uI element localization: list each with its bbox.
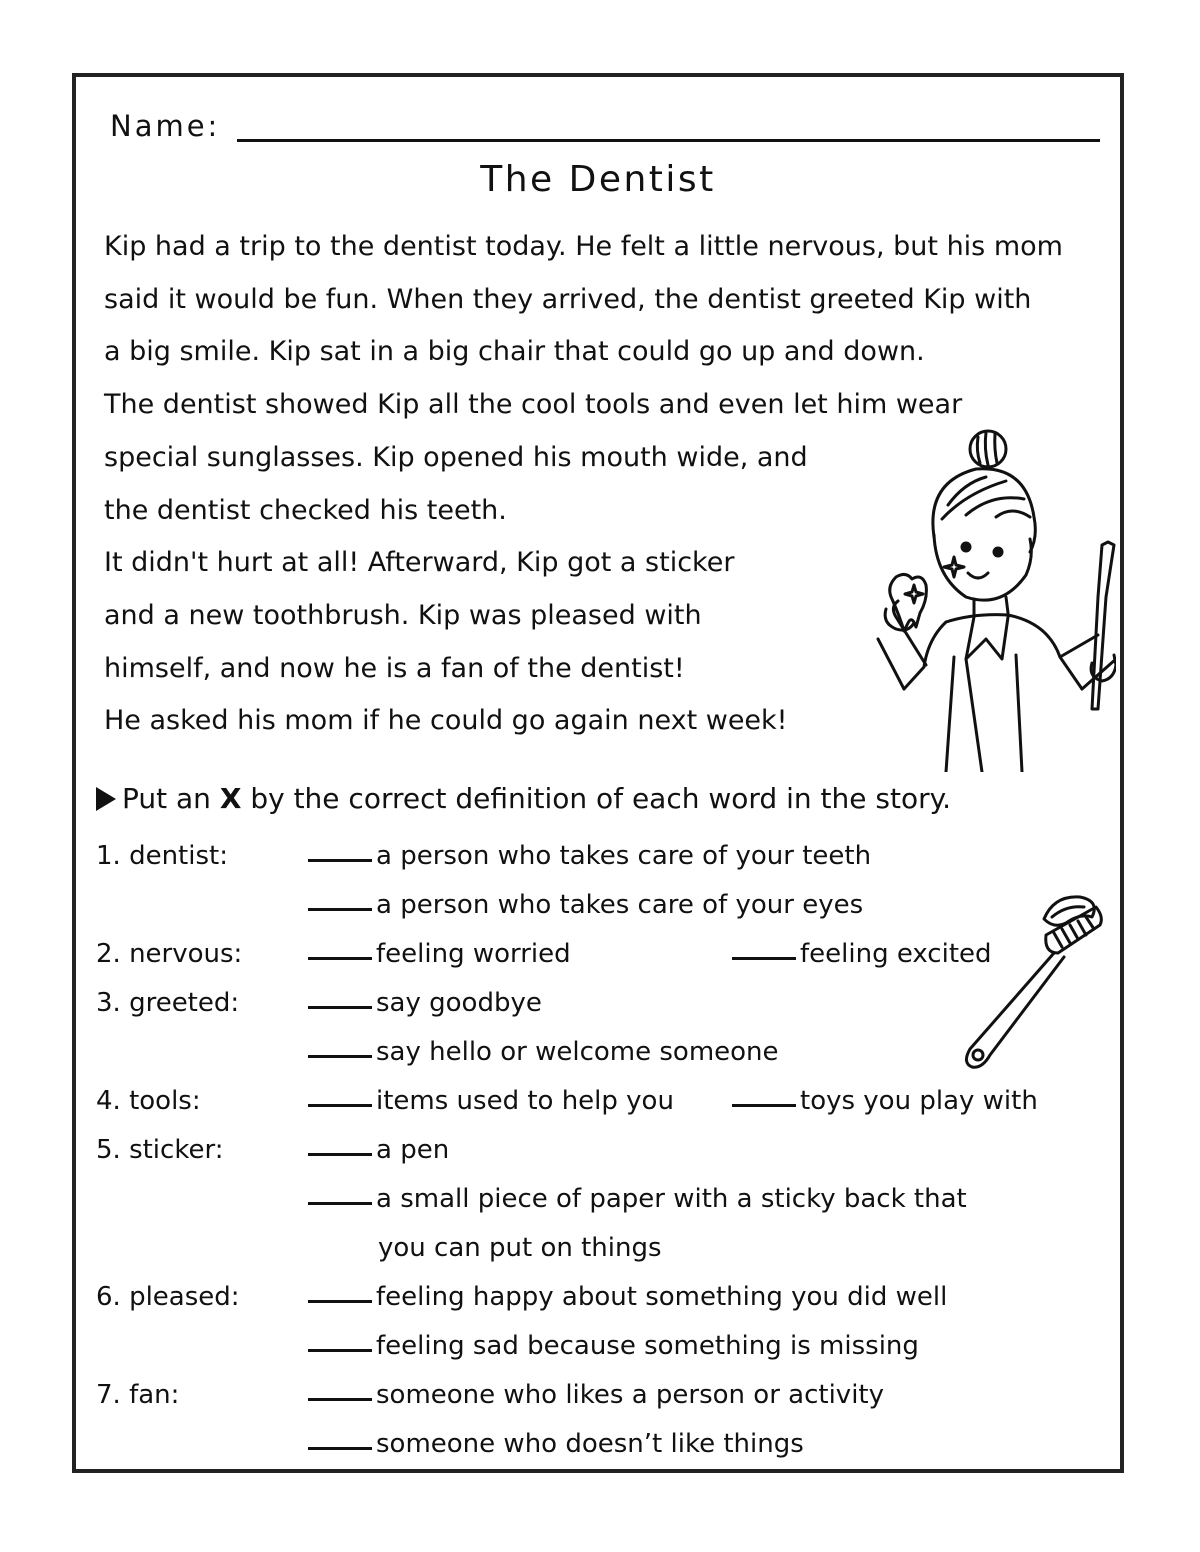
question-row bbox=[96, 1031, 1096, 1080]
sparkle-icon bbox=[944, 557, 964, 577]
name-field-line[interactable] bbox=[237, 139, 1100, 142]
option-text: say hello or welcome someone bbox=[376, 1037, 779, 1067]
worksheet bbox=[72, 73, 1124, 1473]
question-row bbox=[96, 884, 1096, 933]
question-row bbox=[96, 1129, 1096, 1178]
question-row bbox=[96, 982, 1096, 1031]
option-text: feeling happy about something you did well bbox=[376, 1282, 948, 1312]
question-label: 3. greeted: bbox=[96, 988, 240, 1018]
answer-option[interactable] bbox=[308, 1282, 947, 1312]
story-line: said it would be fun. When they arrived, the dentist greeted Kip with bbox=[104, 283, 1032, 315]
answer-blank[interactable] bbox=[308, 1104, 372, 1107]
option-text: a person who takes care of your eyes bbox=[376, 890, 864, 920]
answer-option[interactable] bbox=[732, 939, 992, 969]
question-row bbox=[96, 1178, 1096, 1227]
question-row bbox=[96, 933, 1096, 982]
answer-blank[interactable] bbox=[308, 1006, 372, 1009]
right-arm-outline bbox=[1060, 635, 1116, 689]
smile-icon bbox=[968, 573, 988, 578]
option-text: items used to help you bbox=[376, 1086, 674, 1116]
sparkle-icon bbox=[905, 585, 923, 603]
option-text: say goodbye bbox=[376, 988, 542, 1018]
answer-blank[interactable] bbox=[308, 908, 372, 911]
answer-blank[interactable] bbox=[308, 1055, 372, 1058]
answer-blank[interactable] bbox=[308, 1349, 372, 1352]
name-row bbox=[110, 107, 1100, 147]
hair-bun-lines bbox=[977, 432, 997, 465]
answer-option[interactable] bbox=[308, 1135, 449, 1165]
answer-blank[interactable] bbox=[308, 1202, 372, 1205]
tooth-icon bbox=[890, 574, 927, 631]
coat-outline bbox=[904, 615, 1082, 689]
triangle-bullet-icon bbox=[96, 787, 116, 811]
question-row bbox=[96, 1325, 1096, 1374]
story-line: It didn't hurt at all! Afterward, Kip got a sticker bbox=[104, 547, 735, 579]
story-line: himself, and now he is a fan of the dentist! bbox=[104, 652, 685, 684]
option-text: feeling excited bbox=[800, 939, 992, 969]
question-label: 4. tools: bbox=[96, 1086, 201, 1116]
question-label: 6. pleased: bbox=[96, 1282, 240, 1312]
question-row bbox=[96, 835, 1096, 884]
question-row bbox=[96, 1080, 1096, 1129]
story-line: He asked his mom if he could go again next week! bbox=[104, 705, 788, 737]
story-line: Kip had a trip to the dentist today. He felt a little nervous, but his mom bbox=[104, 231, 1063, 262]
question-label: 7. fan: bbox=[96, 1380, 180, 1410]
answer-option[interactable] bbox=[308, 988, 542, 1018]
question-label: 2. nervous: bbox=[96, 939, 243, 969]
answer-option[interactable] bbox=[308, 1184, 967, 1214]
answer-blank[interactable] bbox=[308, 1300, 372, 1303]
answer-blank[interactable] bbox=[308, 1153, 372, 1156]
coat-front bbox=[946, 655, 1022, 772]
hair-strands bbox=[942, 477, 1030, 519]
answer-blank[interactable] bbox=[308, 957, 372, 960]
eye-right-icon bbox=[994, 548, 1002, 556]
answer-blank[interactable] bbox=[308, 1447, 372, 1450]
answer-blank[interactable] bbox=[732, 1104, 796, 1107]
answer-option[interactable] bbox=[308, 841, 871, 871]
answer-option[interactable] bbox=[308, 1086, 674, 1116]
option-text: feeling worried bbox=[376, 939, 571, 969]
instruction-after: by the correct definition of each word in the story. bbox=[241, 782, 952, 815]
option-text: a pen bbox=[376, 1135, 450, 1165]
answer-option[interactable] bbox=[308, 890, 863, 920]
answer-option[interactable] bbox=[308, 1380, 884, 1410]
story-line: and a new toothbrush. Kip was pleased with bbox=[104, 599, 702, 631]
answer-blank[interactable] bbox=[732, 957, 796, 960]
question-row bbox=[96, 1227, 1096, 1276]
option-text-continuation: you can put on things bbox=[378, 1233, 662, 1263]
answer-option[interactable] bbox=[308, 1429, 804, 1459]
toothbrush-small-icon bbox=[1092, 542, 1114, 709]
instruction-text bbox=[96, 782, 951, 815]
story-line: the dentist checked his teeth. bbox=[104, 494, 507, 526]
hair-outline bbox=[933, 469, 1035, 552]
instruction-before: Put an bbox=[122, 782, 220, 815]
page-title: The Dentist bbox=[480, 159, 716, 200]
story-line: a big smile. Kip sat in a big chair that could go up and down. bbox=[104, 336, 925, 368]
answer-blank[interactable] bbox=[308, 1398, 372, 1401]
story-line: The dentist showed Kip all the cool tools and even let him wear bbox=[104, 389, 963, 421]
option-text: someone who doesn’t like things bbox=[376, 1429, 804, 1459]
question-list bbox=[96, 835, 1096, 1472]
answer-option[interactable] bbox=[308, 1331, 919, 1361]
eye-left-icon bbox=[962, 543, 970, 551]
story-line: special sunglasses. Kip opened his mouth wide, and bbox=[104, 441, 808, 473]
question-row bbox=[96, 1276, 1096, 1325]
question-row bbox=[96, 1374, 1096, 1423]
answer-option[interactable] bbox=[308, 939, 571, 969]
question-row bbox=[96, 1423, 1096, 1472]
option-text: someone who likes a person or activity bbox=[376, 1380, 885, 1410]
dentist-illustration bbox=[816, 427, 1116, 772]
option-text: a small piece of paper with a sticky back that bbox=[376, 1184, 967, 1214]
question-label: 1. dentist: bbox=[96, 841, 228, 871]
option-text: a person who takes care of your teeth bbox=[376, 841, 872, 871]
instruction-emphasis: X bbox=[219, 782, 242, 815]
option-text: toys you play with bbox=[800, 1086, 1038, 1116]
coat-lapels bbox=[966, 617, 1008, 659]
answer-option[interactable] bbox=[732, 1086, 1038, 1116]
name-label: Name: bbox=[110, 109, 221, 143]
option-text: feeling sad because something is missing bbox=[376, 1331, 919, 1361]
question-label: 5. sticker: bbox=[96, 1135, 224, 1165]
answer-option[interactable] bbox=[308, 1037, 779, 1067]
answer-blank[interactable] bbox=[308, 859, 372, 862]
